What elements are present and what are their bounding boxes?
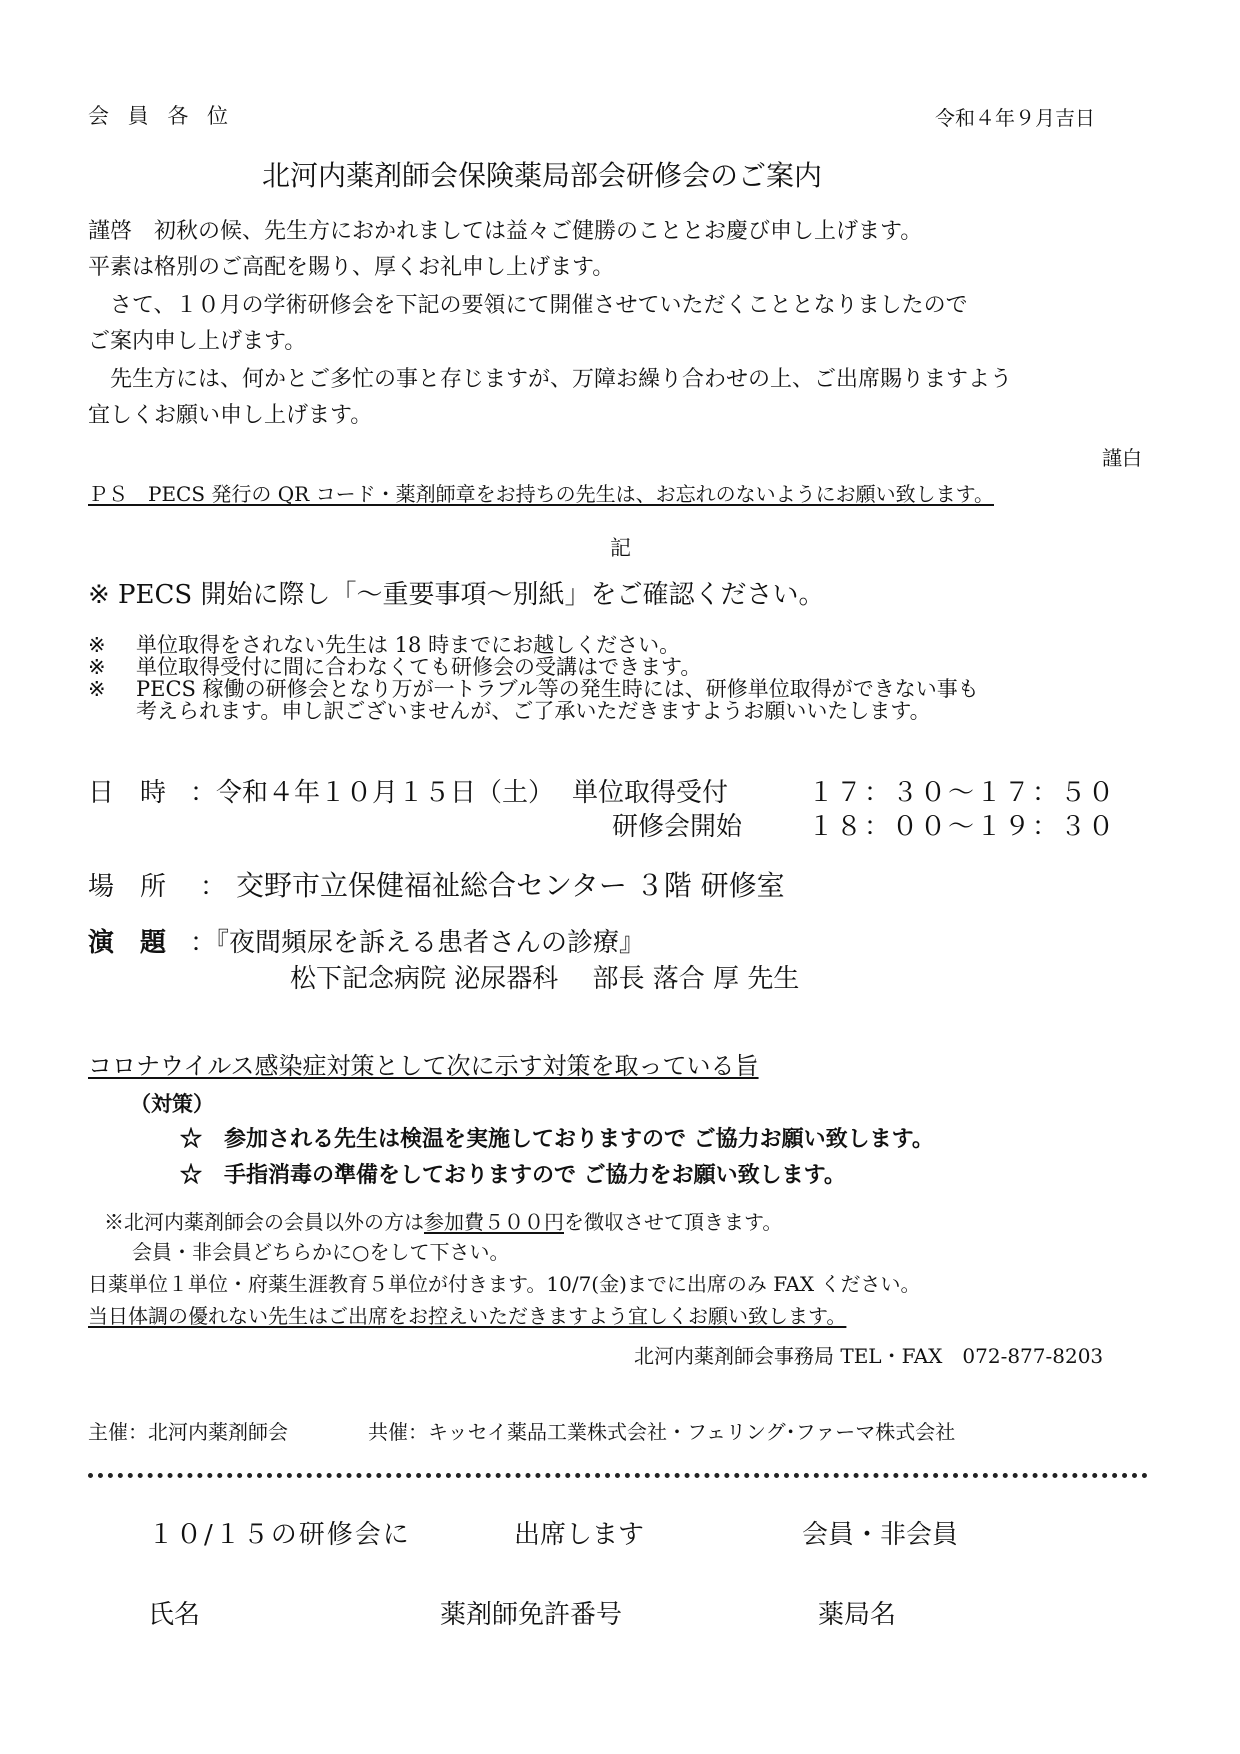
list-item: [88, 656, 979, 678]
note-text: 単位取得受付に間に合わなくても研修会の受講はできます。: [136, 655, 702, 679]
cut-line: [88, 1473, 1148, 1478]
form-pharmacy-field[interactable]: 薬局名: [818, 1600, 897, 1630]
list-item: [88, 700, 979, 722]
form-name-field[interactable]: 氏名: [148, 1600, 201, 1630]
fee-line: [104, 1206, 782, 1235]
form-license-field[interactable]: 薬剤師免許番号: [440, 1600, 623, 1630]
notes-list: [88, 634, 979, 722]
topic-speaker: 松下記念病院 泌尿器科 部長 落合 厚 先生: [290, 964, 800, 994]
schedule-date: ：令和４年１０月１５日（土）: [190, 778, 555, 808]
note-text: 単位取得をされない先生は 18 時までにお越しください。: [136, 633, 681, 657]
fee-amount: 参加費５００円: [424, 1210, 564, 1234]
greeting-line-5: 先生方には、何かとご多忙の事と存じますが、万障お繰り合わせの上、ご出席賜りますよう: [88, 367, 1013, 392]
closing-word: 謹白: [1102, 446, 1142, 470]
note-text: 考えられます。申し訳ございませんが、ご了承いただきますようお願いいたします。: [136, 699, 931, 723]
note-mark: [88, 700, 136, 722]
venue-colon: ：: [200, 872, 227, 902]
form-member-choice[interactable]: 会員・非会員: [802, 1520, 959, 1550]
ki-heading: 記: [610, 536, 631, 560]
issue-date: 令和４年９月吉日: [935, 106, 1095, 130]
start-label: 研修会開始: [612, 812, 743, 842]
office-contact: 北河内薬剤師会事務局 TEL・FAX 072-877-8203: [634, 1344, 1104, 1368]
list-item: [88, 678, 979, 700]
start-time: １８：００～１９：３０: [808, 812, 1117, 842]
topic-title: ：『夜間頻尿を訴える患者さんの診療』: [190, 928, 646, 958]
list-item: [88, 634, 979, 656]
greeting-line-1: 謹啓 初秋の候、先生方におかれましては益々ご健勝のこととお慶び申し上げます。: [88, 219, 923, 244]
form-attend-prefix: １０/１５の研修会に: [148, 1520, 411, 1550]
greeting-line-3: さて、１０月の学術研修会を下記の要領にて開催させていただくこととなりましたので: [88, 293, 968, 318]
greeting-line-2: 平素は格別のご高配を賜り、厚くお礼申し上げます。: [88, 255, 615, 280]
greeting-line-4: ご案内申し上げます。: [88, 329, 307, 354]
note-text: PECS 稼働の研修会となり万が一トラブル等の発生時には、研修単位取得ができない事も: [136, 677, 979, 701]
covid-measure-1: ☆ 参加される先生は検温を実施しておりますので ご協力お願い致します。: [180, 1126, 934, 1152]
member-instruction: 会員・非会員どちらかに○をして下さい。: [132, 1240, 510, 1264]
units-note: 日薬単位１単位・府薬生涯教育５単位が付きます。10/7(金)までに出席のみ FAX ください。: [88, 1272, 921, 1296]
ps-note: ＰＳ PECS 発行の QR コード・薬剤師章をお持ちの先生は、お忘れのないようにお願い致します。: [88, 482, 994, 506]
fee-suffix: を徴収させて頂きます。: [564, 1210, 783, 1234]
topic-label: 演 題: [88, 928, 167, 958]
note-mark: ※: [88, 655, 106, 679]
covid-subheading: （対策）: [130, 1091, 214, 1116]
page-title: 北河内薬剤師会保険薬局部会研修会のご案内: [262, 159, 823, 192]
form-attend[interactable]: 出席します: [514, 1520, 645, 1550]
reception-time: １７：３０～１７：５０: [808, 778, 1117, 808]
covid-heading: コロナウイルス感染症対策として次に示す対策を取っている旨: [88, 1052, 759, 1080]
schedule-label: 日 時: [88, 778, 167, 808]
note-mark: ※: [88, 677, 106, 701]
cohost: 共催：キッセイ薬品工業株式会社・フェリング･ファーマ株式会社: [368, 1420, 956, 1444]
pecs-notice: ※ PECS 開始に際し「～重要事項～別紙」をご確認ください。: [88, 580, 825, 610]
host: 主催：北河内薬剤師会: [88, 1420, 288, 1444]
reception-label: 単位取得受付: [572, 778, 729, 808]
fee-prefix: ※北河内薬剤師会の会員以外の方は: [104, 1210, 424, 1234]
health-note: 当日体調の優れない先生はご出席をお控えいただきますよう宜しくお願い致します。: [88, 1304, 847, 1328]
covid-measure-2: ☆ 手指消毒の準備をしておりますので ご協力をお願い致します。: [180, 1162, 846, 1188]
addressee: 会 員 各 位: [88, 104, 235, 128]
venue-text: 交野市立保健福祉総合センター ３階 研修室: [236, 869, 785, 902]
greeting-line-6: 宜しくお願い申し上げます。: [88, 403, 373, 428]
note-mark: ※: [88, 633, 106, 657]
venue-label: 場 所: [88, 872, 167, 902]
